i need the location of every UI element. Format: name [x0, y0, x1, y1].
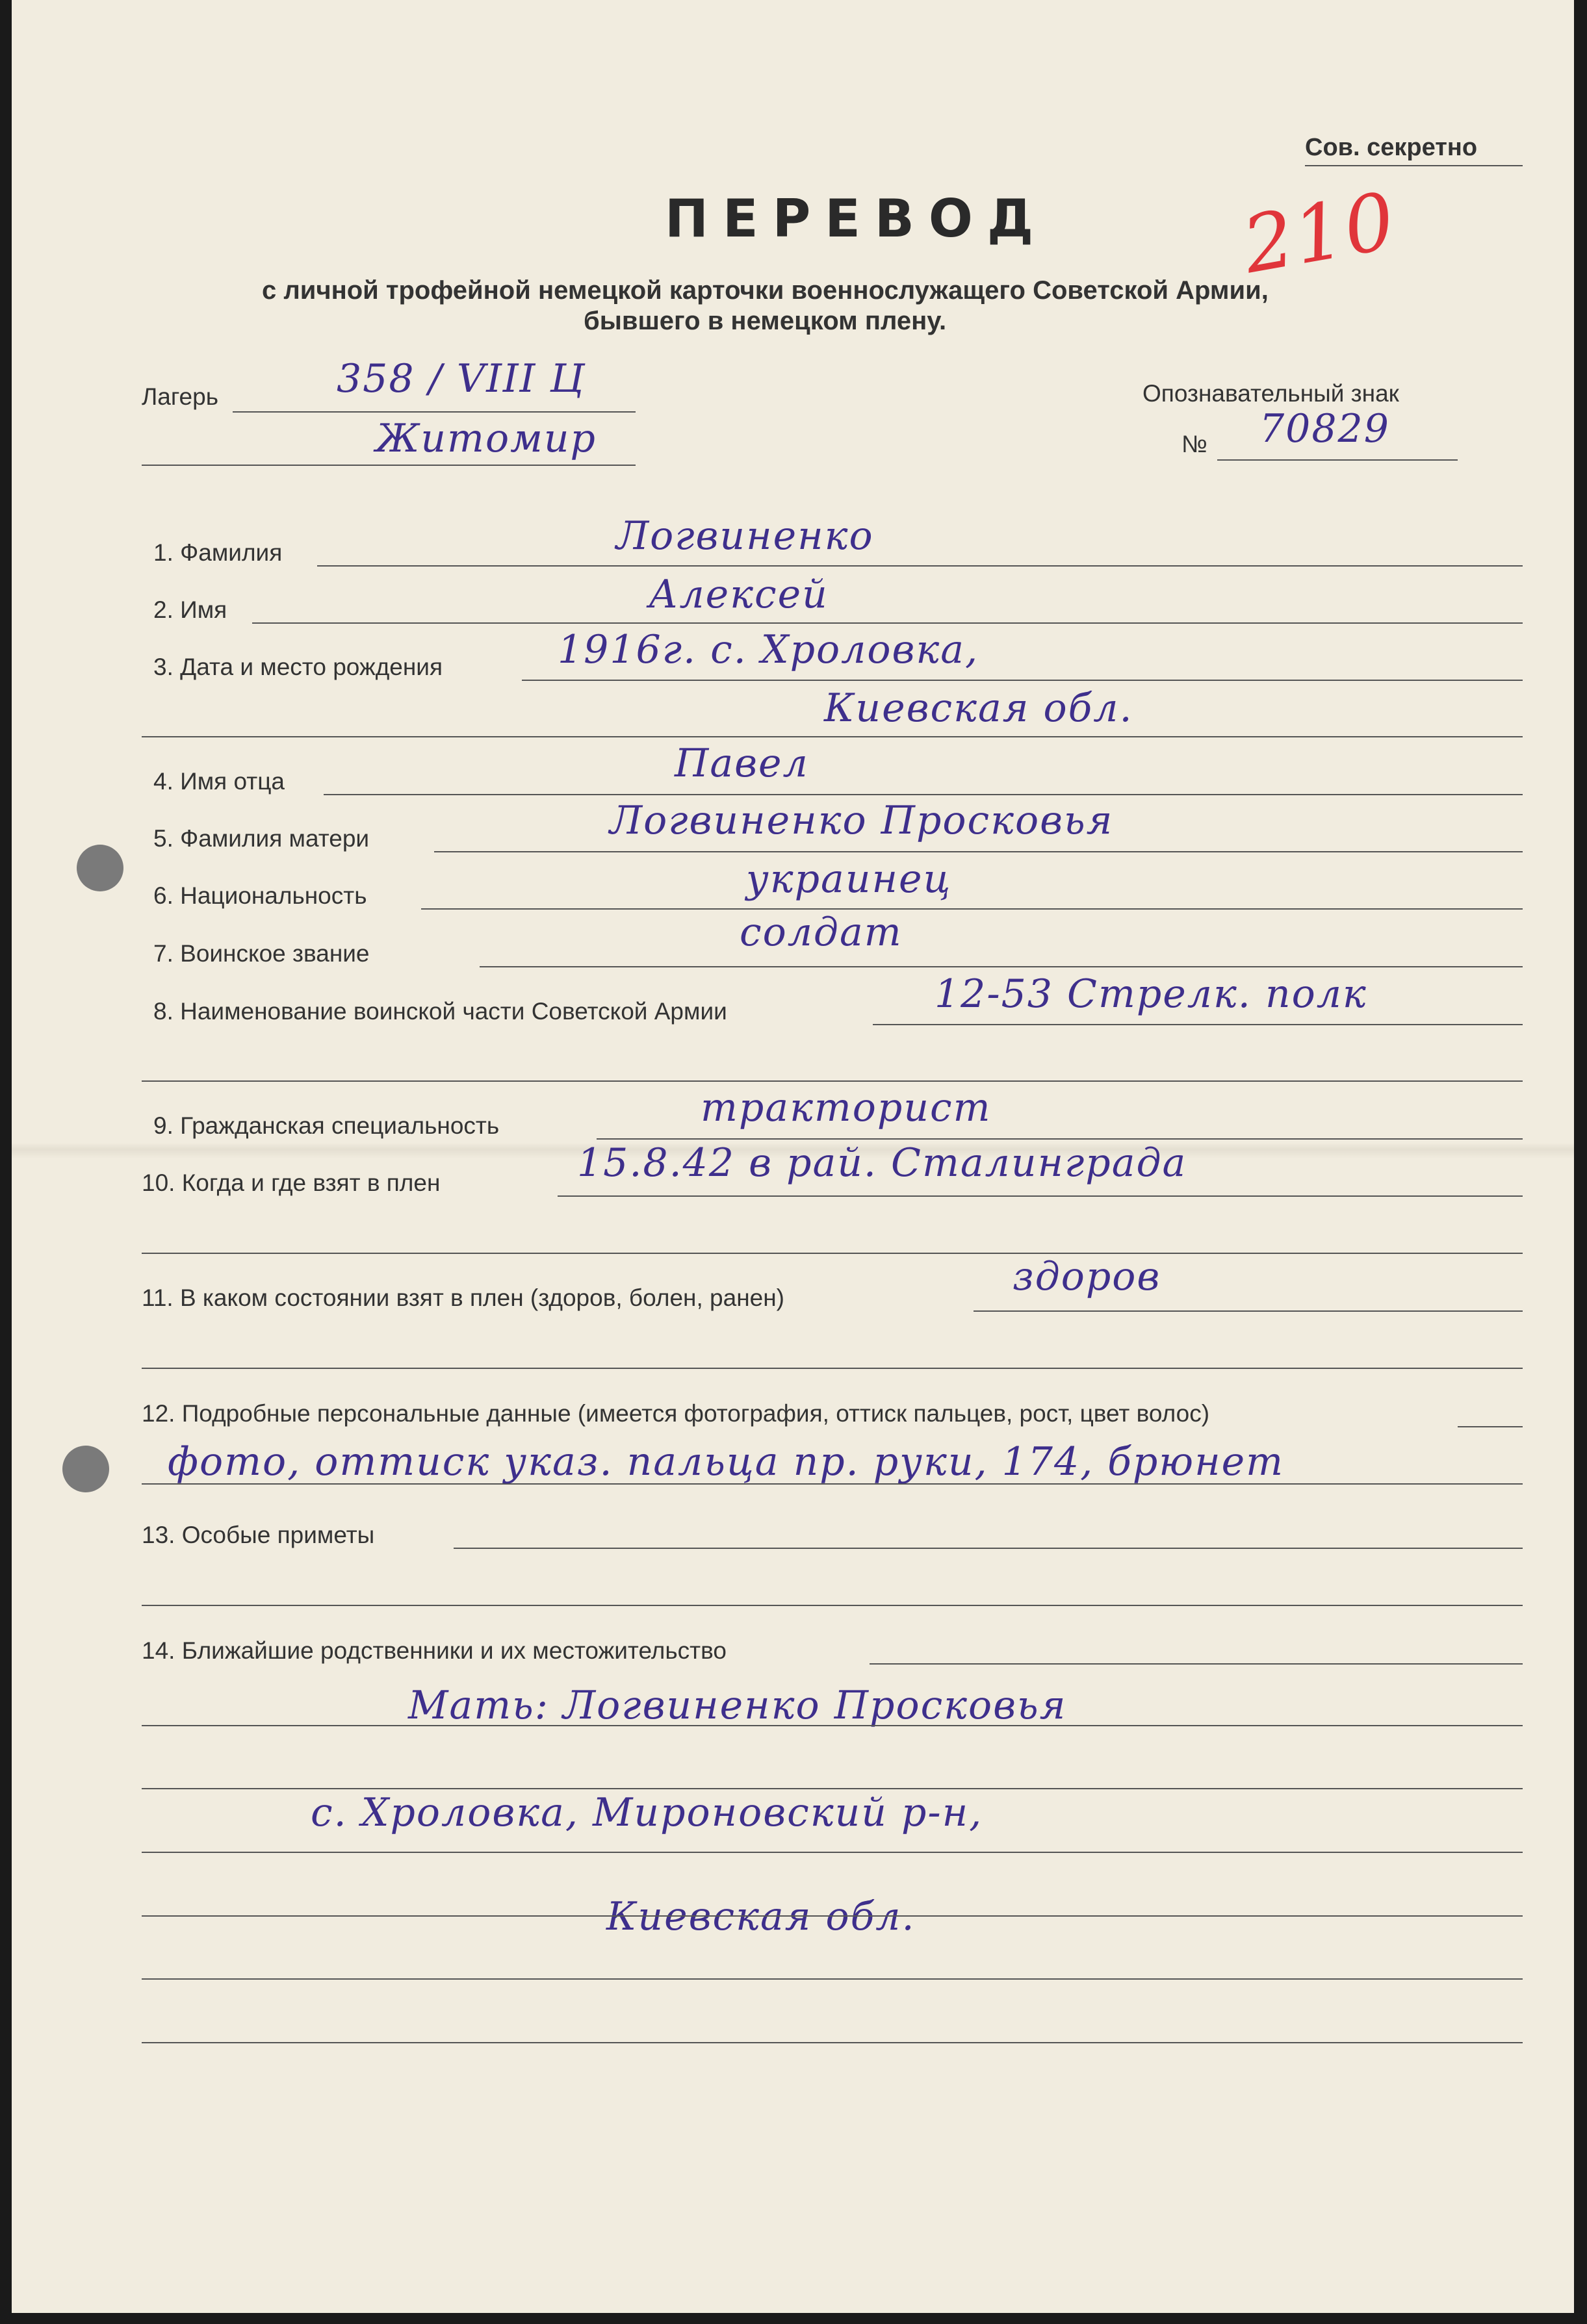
punch-hole-bottom	[62, 1446, 109, 1492]
field-birth-label: 3. Дата и место рождения	[153, 654, 443, 680]
camp-value-1: 358 / VIII Ц	[337, 356, 586, 402]
field-father-line	[324, 794, 1523, 795]
field-relatives-line-5	[142, 1915, 1523, 1917]
field-relatives-label: 14. Ближайшие родственники и их местожительство	[142, 1637, 727, 1664]
field-condition-line-1	[974, 1310, 1523, 1312]
camp-line-1	[233, 411, 636, 413]
field-unit-line-1	[873, 1024, 1523, 1025]
subtitle-line-1: с личной трофейной немецкой карточки военнослужащего Советской Армии,	[262, 276, 1269, 305]
field-condition-label: 11. В каком состоянии взят в плен (здоров, болен, ранен)	[142, 1284, 784, 1311]
field-birth-value-1: 1916г. с. Хроловка,	[558, 627, 979, 672]
field-features-line-2	[142, 1605, 1523, 1606]
field-relatives-value-1: Мать: Логвиненко Просковья	[408, 1683, 1067, 1728]
id-number-label: №	[1181, 431, 1207, 457]
field-personal-data-value: фото, оттиск указ. пальца пр. руки, 174, брюнет	[168, 1439, 1285, 1485]
id-tag-label: Опознавательный знак	[1142, 380, 1399, 407]
field-nationality-label: 6. Национальность	[153, 882, 367, 909]
field-captured-line-1	[558, 1195, 1523, 1197]
punch-hole-top	[77, 845, 123, 891]
subtitle-line-2: бывшего в немецком плену.	[584, 307, 947, 335]
id-number-line	[1217, 459, 1458, 461]
field-nationality-line	[421, 908, 1523, 910]
field-profession-label: 9. Гражданская специальность	[153, 1112, 500, 1139]
field-relatives-line-2	[142, 1725, 1523, 1726]
field-birth-line-1	[522, 680, 1523, 681]
field-personal-data-label: 12. Подробные персональные данные (имеется фотография, оттиск пальцев, рост, цвет волос)	[142, 1400, 1210, 1427]
field-relatives-line-4	[142, 1852, 1523, 1853]
field-surname-value: Логвиненко	[616, 513, 874, 559]
field-name-value: Алексей	[649, 572, 829, 617]
field-nationality-value: украинец	[746, 856, 952, 902]
classification-label: Сов. секретно	[1305, 134, 1478, 161]
field-relatives-line-6	[142, 1978, 1523, 1980]
field-captured-value: 15.8.42 в рай. Сталинграда	[577, 1140, 1187, 1186]
id-number-value: 70829	[1259, 406, 1390, 452]
field-profession-line	[597, 1138, 1523, 1140]
field-rank-value: солдат	[740, 910, 903, 955]
field-rank-label: 7. Воинское звание	[153, 940, 370, 967]
field-profession-value: тракторист	[701, 1085, 992, 1130]
field-mother-value: Логвиненко Просковья	[610, 798, 1114, 843]
field-personal-data-line-1	[1458, 1426, 1523, 1427]
field-mother-line	[434, 851, 1523, 852]
document-page	[12, 0, 1574, 2313]
field-rank-line	[480, 966, 1523, 967]
camp-label: Лагерь	[142, 383, 218, 410]
field-features-line-1	[454, 1548, 1523, 1549]
field-unit-line-2	[142, 1080, 1523, 1082]
classification-underline	[1305, 165, 1523, 166]
field-captured-line-2	[142, 1253, 1523, 1254]
archive-number: 210	[1236, 175, 1403, 292]
field-relatives-value-3: Киевская обл.	[606, 1894, 916, 1939]
field-unit-label: 8. Наименование воинской части Советской Армии	[153, 998, 727, 1025]
field-relatives-line-3	[142, 1788, 1523, 1789]
field-father-label: 4. Имя отца	[153, 768, 285, 795]
field-surname-label: 1. Фамилия	[153, 539, 283, 566]
page-title: ПЕРЕВОД	[665, 188, 1048, 249]
field-birth-line-2	[142, 736, 1523, 737]
field-unit-value: 12-53 Стрелк. полк	[935, 971, 1367, 1017]
field-condition-line-2	[142, 1368, 1523, 1369]
camp-value-2: Житомир	[376, 416, 597, 461]
field-name-label: 2. Имя	[153, 596, 227, 623]
field-relatives-line-1	[870, 1663, 1523, 1665]
camp-line-2	[142, 465, 636, 466]
field-surname-line	[317, 565, 1523, 567]
field-condition-value: здоров	[1013, 1254, 1161, 1299]
field-relatives-value-2: с. Хроловка, Мироновский р-н,	[311, 1790, 983, 1835]
field-name-line	[252, 622, 1523, 624]
field-features-label: 13. Особые приметы	[142, 1522, 375, 1548]
field-captured-label: 10. Когда и где взят в плен	[142, 1169, 441, 1196]
field-mother-label: 5. Фамилия матери	[153, 825, 370, 852]
field-birth-value-2: Киевская обл.	[824, 685, 1133, 731]
field-father-value: Павел	[675, 741, 809, 786]
field-relatives-line-7	[142, 2042, 1523, 2043]
